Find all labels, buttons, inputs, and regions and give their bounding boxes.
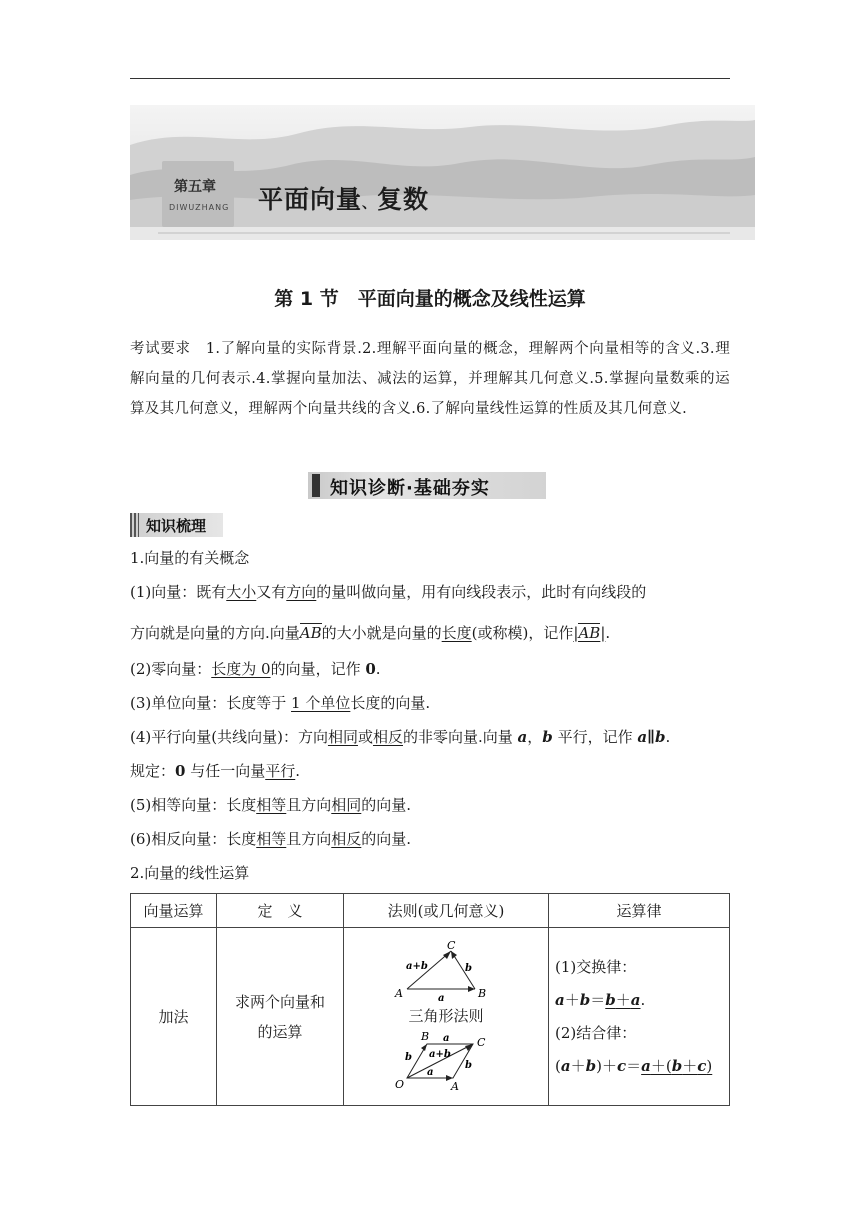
parallelogram-edge-b-left: b	[405, 1052, 412, 1063]
chapter-pinyin: DIWUZHANG	[169, 203, 230, 212]
concepts-heading: 1.向量的有关概念	[130, 549, 250, 567]
requirements-text: 1.了解向量的实际背景.2.理解平面向量的概念，理解两个向量相等的含义.3.理解向量的几何表示.4.掌握向量加法、减法的运算，并理解其几何意义.5.掌握向量数乘的运算及其几何意义，理解两个向量共线的含义.6.了解向量线性运算的性质及其几何意义.	[130, 341, 730, 417]
parallelogram-label-O: O	[395, 1078, 405, 1091]
concept-rule: 规定：0 与任一向量平行.	[130, 762, 301, 780]
op-definition: 求两个向量和 的运算	[217, 928, 344, 1106]
triangle-label-A: A	[395, 987, 403, 1000]
commutative-law: a＋b＝b＋a.	[555, 990, 646, 1009]
triangle-label-C: C	[447, 941, 456, 952]
section-tag-marker	[312, 474, 320, 497]
parallelogram-rule-diagram	[391, 1030, 501, 1092]
triangle-edge-sum: a+b	[406, 961, 428, 972]
table-header-cell: 定 义	[217, 894, 344, 928]
parallelogram-diagonal-sum: a+b	[429, 1049, 451, 1060]
concept-vector-cont: 方向就是向量的方向.向量AB的大小就是向量的长度(或称模)，记作|AB|.	[130, 624, 611, 642]
op-name: 加法	[131, 928, 217, 1106]
table-header-row	[131, 894, 730, 928]
header-rule	[130, 78, 730, 79]
associative-law-title: (2)结合律：	[555, 1023, 637, 1042]
commutative-law-title: (1)交换律：	[555, 957, 637, 976]
triangle-rule-diagram	[391, 941, 501, 1003]
op-laws	[549, 928, 730, 1106]
subsection-tag-marker	[130, 513, 139, 537]
concept-unit-vector: (3)单位向量：长度等于 1 个单位长度的向量.	[130, 694, 431, 712]
requirements-label: 考试要求	[130, 341, 191, 357]
linear-ops-heading: 2.向量的线性运算	[130, 864, 250, 882]
triangle-label-B: B	[478, 987, 487, 1000]
associative-law: (a＋b)＋c＝a＋(b＋c)	[555, 1056, 713, 1075]
table-header-cell: 运算律	[549, 894, 730, 928]
concept-opposite-vector: (6)相反向量：长度相等且方向相反的向量.	[130, 830, 412, 848]
parallelogram-label-A: A	[451, 1080, 459, 1092]
concept-vector: (1)向量：既有大小又有方向的量叫做向量，用有向线段表示，此时有向线段的	[130, 583, 647, 601]
chapter-title: 平面向量、复数	[258, 185, 430, 214]
triangle-rule-label: 三角形法则	[408, 1007, 484, 1025]
section-title: 第 1 节 平面向量的概念及线性运算	[274, 288, 586, 310]
parallelogram-edge-a-top: a	[443, 1033, 450, 1044]
triangle-edge-b: b	[465, 963, 472, 974]
triangle-edge-a: a	[438, 993, 445, 1003]
parallelogram-edge-a-bottom: a	[427, 1067, 434, 1078]
subsection-tag: 知识梳理	[146, 517, 207, 535]
linear-ops-table	[130, 893, 730, 1106]
parallelogram-edge-b-right: b	[465, 1060, 472, 1071]
parallelogram-label-C: C	[477, 1036, 486, 1049]
exam-requirements	[130, 334, 730, 424]
op-rule	[344, 928, 549, 1106]
chapter-number: 第五章	[174, 179, 216, 195]
table-row	[131, 928, 730, 1106]
concept-parallel-vector: (4)平行向量(共线向量)：方向相同或相反的非零向量.向量 a，b 平行，记作 a∥b.	[130, 728, 671, 746]
parallelogram-label-B: B	[421, 1030, 430, 1043]
concept-zero-vector: (2)零向量：长度为 0的向量，记作 0.	[130, 660, 381, 678]
section-tag: 知识诊断·基础夯实	[330, 478, 490, 499]
table-header-cell: 向量运算	[131, 894, 217, 928]
table-header-cell: 法则(或几何意义)	[344, 894, 549, 928]
concept-equal-vector: (5)相等向量：长度相等且方向相同的向量.	[130, 796, 412, 814]
